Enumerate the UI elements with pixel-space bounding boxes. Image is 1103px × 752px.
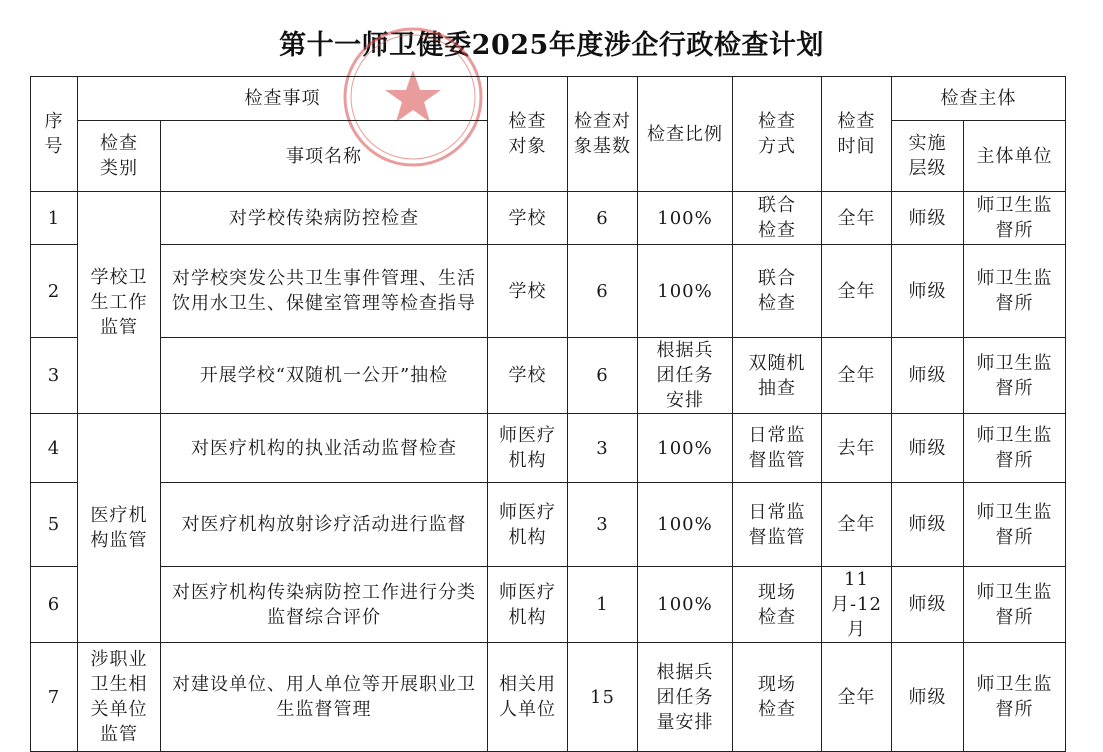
item-name-cell: 对医疗机构传染病防控工作进行分类监督综合评价 xyxy=(161,567,488,643)
seq-cell: 3 xyxy=(31,338,78,414)
time-cell: 11月-12月 xyxy=(822,567,892,643)
method-cell: 联合检查 xyxy=(733,192,822,245)
base-count-cell: 3 xyxy=(568,483,638,567)
target-cell: 师医疗机构 xyxy=(488,414,568,483)
unit-cell: 师卫生监督所 xyxy=(964,483,1066,567)
target-cell: 学校 xyxy=(488,192,568,245)
item-name-cell: 开展学校“双随机一公开”抽检 xyxy=(161,338,488,414)
category-cell: 学校卫生工作监管 xyxy=(78,192,161,414)
base-count-cell: 6 xyxy=(568,192,638,245)
unit-cell: 师卫生监督所 xyxy=(964,643,1066,752)
method-cell: 现场检查 xyxy=(733,567,822,643)
seq-cell: 4 xyxy=(31,414,78,483)
item-name-cell: 对学校突发公共卫生事件管理、生活饮用水卫生、保健室管理等检查指导 xyxy=(161,245,488,338)
header-ratio: 检查比例 xyxy=(638,77,733,192)
time-cell: 去年 xyxy=(822,414,892,483)
header-items-group: 检查事项 xyxy=(78,77,488,121)
table-row xyxy=(31,245,1066,338)
table-row xyxy=(31,567,1066,643)
level-cell: 师级 xyxy=(892,338,964,414)
time-cell: 全年 xyxy=(822,483,892,567)
method-cell: 双随机抽查 xyxy=(733,338,822,414)
base-count-cell: 15 xyxy=(568,643,638,752)
base-count-cell: 6 xyxy=(568,338,638,414)
header-row-1 xyxy=(31,77,1066,121)
target-cell: 学校 xyxy=(488,245,568,338)
category-cell: 涉职业卫生相关单位监管 xyxy=(78,643,161,752)
time-cell: 全年 xyxy=(822,338,892,414)
header-time: 检查时间 xyxy=(822,77,892,192)
header-unit: 主体单位 xyxy=(964,121,1066,192)
header-base-count: 检查对象基数 xyxy=(568,77,638,192)
method-cell: 现场检查 xyxy=(733,643,822,752)
ratio-cell: 100% xyxy=(638,414,733,483)
header-target: 检查对象 xyxy=(488,77,568,192)
header-item-name: 事项名称 xyxy=(161,121,488,192)
method-cell: 日常监督监管 xyxy=(733,483,822,567)
item-name-cell: 对医疗机构的执业活动监督检查 xyxy=(161,414,488,483)
level-cell: 师级 xyxy=(892,192,964,245)
header-subject-group: 检查主体 xyxy=(892,77,1066,121)
table-row xyxy=(31,414,1066,483)
unit-cell: 师卫生监督所 xyxy=(964,338,1066,414)
target-cell: 师医疗机构 xyxy=(488,483,568,567)
item-name-cell: 对建设单位、用人单位等开展职业卫生监督管理 xyxy=(161,643,488,752)
table-row xyxy=(31,643,1066,752)
ratio-cell: 根据兵团任务安排 xyxy=(638,338,733,414)
header-method: 检查方式 xyxy=(733,77,822,192)
base-count-cell: 1 xyxy=(568,567,638,643)
ratio-cell: 100% xyxy=(638,245,733,338)
unit-cell: 师卫生监督所 xyxy=(964,567,1066,643)
header-level: 实施层级 xyxy=(892,121,964,192)
method-cell: 日常监督监管 xyxy=(733,414,822,483)
seq-cell: 1 xyxy=(31,192,78,245)
table-row xyxy=(31,338,1066,414)
item-name-cell: 对学校传染病防控检查 xyxy=(161,192,488,245)
category-cell: 医疗机构监管 xyxy=(78,414,161,643)
table-row xyxy=(31,483,1066,567)
ratio-cell: 100% xyxy=(638,483,733,567)
page-title: 第十一师卫健委2025年度涉企行政检查计划 xyxy=(279,30,824,61)
unit-cell: 师卫生监督所 xyxy=(964,414,1066,483)
unit-cell: 师卫生监督所 xyxy=(964,245,1066,338)
time-cell: 全年 xyxy=(822,192,892,245)
seq-cell: 2 xyxy=(31,245,78,338)
base-count-cell: 6 xyxy=(568,245,638,338)
ratio-cell: 100% xyxy=(638,567,733,643)
time-cell: 全年 xyxy=(822,245,892,338)
header-seq: 序号 xyxy=(31,77,78,192)
seq-cell: 7 xyxy=(31,643,78,752)
time-cell: 全年 xyxy=(822,643,892,752)
target-cell: 相关用人单位 xyxy=(488,643,568,752)
table-row xyxy=(31,192,1066,245)
ratio-cell: 100% xyxy=(638,192,733,245)
seq-cell: 6 xyxy=(31,567,78,643)
item-name-cell: 对医疗机构放射诊疗活动进行监督 xyxy=(161,483,488,567)
level-cell: 师级 xyxy=(892,414,964,483)
level-cell: 师级 xyxy=(892,483,964,567)
level-cell: 师级 xyxy=(892,245,964,338)
target-cell: 师医疗机构 xyxy=(488,567,568,643)
seq-cell: 5 xyxy=(31,483,78,567)
unit-cell: 师卫生监督所 xyxy=(964,192,1066,245)
method-cell: 联合检查 xyxy=(733,245,822,338)
header-category: 检查类别 xyxy=(78,121,161,192)
inspection-plan-table xyxy=(30,76,1066,752)
level-cell: 师级 xyxy=(892,643,964,752)
ratio-cell: 根据兵团任务量安排 xyxy=(638,643,733,752)
level-cell: 师级 xyxy=(892,567,964,643)
target-cell: 学校 xyxy=(488,338,568,414)
base-count-cell: 3 xyxy=(568,414,638,483)
